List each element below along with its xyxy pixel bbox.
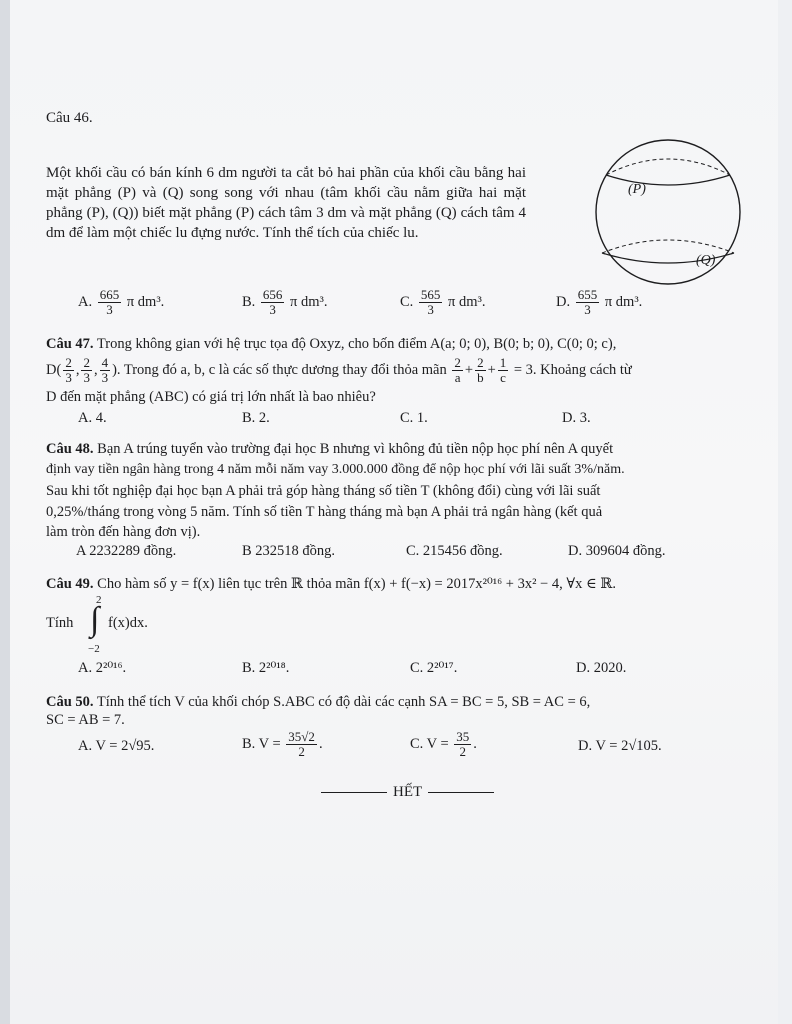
q48-line5: làm tròn đến hàng đơn vị). [46, 524, 201, 540]
q50-option-b[interactable]: B. V = $\frac{35√2}{2}$ . [242, 729, 323, 759]
divider-right [428, 792, 494, 793]
q50-option-d[interactable]: D. V = 2√105. [578, 738, 662, 754]
end-text: HẾT [393, 784, 423, 800]
q46-label: Câu 46. [46, 110, 93, 126]
fraction: $\frac{655}{3}$ [577, 287, 598, 317]
q49-option-c[interactable]: C. 2²⁰¹⁷. [410, 660, 458, 676]
q50-line2: SC = AB = 7. [46, 712, 125, 728]
option-letter: D. [556, 293, 571, 310]
sphere-figure [588, 135, 748, 285]
q49-line1: Câu 49. Cho hàm số y = f(x) liên tục trên ℝ thỏa mãn f(x) + f(−x) = 2017x²⁰¹⁶ + 3x² − 4, ∀x ∈ ℝ. [46, 576, 617, 592]
option-letter: B. [242, 293, 256, 310]
integral-lower-limit: −2 [88, 643, 100, 655]
q48-line3: Sau khi tốt nghiệp đại học bạn A phải trả góp hàng tháng số tiền T (không đổi) cùng với lãi suất [46, 483, 601, 499]
option-unit: π dm³. [604, 293, 643, 310]
q47-label: Câu 47. [46, 336, 94, 352]
option-unit: π dm³. [290, 293, 328, 310]
q46-option-b[interactable] [242, 288, 328, 317]
fraction: $\frac{665}{3}$ [99, 287, 120, 317]
q48-line1: Câu 48. Bạn A trúng tuyển vào trường đại học B nhưng vì không đủ tiền nộp học phí nên A quyết [46, 441, 614, 457]
option-letter: A. [78, 293, 93, 310]
q49-integrand: f(x)dx. [108, 615, 148, 631]
integral-upper-limit: 2 [96, 594, 102, 606]
q47-option-c[interactable]: C. 1. [400, 410, 428, 426]
q47-option-a[interactable]: A. 4. [78, 410, 107, 426]
q49-option-b[interactable]: B. 2²⁰¹⁸. [242, 660, 290, 676]
q48-option-b[interactable]: B 232518 đồng. [242, 543, 336, 559]
q47-line1: Câu 47. Trong không gian với hệ trục tọa độ Oxyz, cho bốn điểm A(a; 0; 0), B(0; b; 0), C(0; 0; c), [46, 336, 617, 352]
q49-option-d[interactable]: D. 2020. [576, 660, 627, 676]
q48-option-a[interactable]: A 2232289 đồng. [76, 543, 177, 559]
label-q: (Q) [696, 253, 716, 268]
q50-label: Câu 50. [46, 694, 94, 710]
page-edge-shadow [0, 0, 10, 1024]
fraction: $\frac{565}{3}$ [420, 287, 441, 317]
q49-label: Câu 49. [46, 576, 94, 592]
option-unit: π dm³. [126, 293, 165, 310]
q46-option-c[interactable] [400, 288, 486, 317]
q48-label: Câu 48. [46, 441, 94, 457]
q48-line2: định vay tiền ngân hàng trong 4 năm mỗi năm vay 3.000.000 đồng để nộp học phí với lãi suất 3%/năm. [46, 462, 625, 477]
label-p: (P) [628, 182, 646, 197]
q49-tinh: Tính [46, 615, 74, 631]
q46-option-d[interactable] [556, 288, 642, 317]
q50-line1: Câu 50. Tính thể tích V của khối chóp S.ABC có độ dài các cạnh SA = BC = 5, SB = AC = 6, [46, 694, 591, 710]
q47-option-d[interactable]: D. 3. [562, 410, 591, 426]
integral-sign: ∫ [90, 601, 100, 638]
q48-option-d[interactable]: D. 309604 đồng. [568, 543, 666, 559]
q46-option-a[interactable] [78, 288, 164, 317]
q48-option-c[interactable]: C. 215456 đồng. [406, 543, 503, 559]
q50-option-c[interactable]: C. V = $\frac{35}{2}$ . [410, 729, 477, 759]
q48-line4: 0,25%/tháng trong vòng 5 năm. Tính số tiền T hàng tháng mà bạn A phải trả ngân hàng (kết quả [46, 504, 603, 520]
exam-page [10, 0, 778, 1024]
end-marker [315, 784, 500, 801]
fraction: $\frac{656}{3}$ [262, 287, 283, 317]
q49-option-a[interactable]: A. 2²⁰¹⁶. [78, 660, 127, 676]
q46-text: Một khối cầu có bán kính 6 dm người ta cắt bỏ hai phần của khối cầu bằng hai mặt phẳng (P) và (Q) song song với nhau (tâm khối cầu nằm giữa hai mặt phẳng (P), (Q)) biết mặt phẳng (P) cách tâm 3 dm và mặt phẳng (Q) cách tâm 4 dm để làm một chiếc lu đựng nước. Tính thể tích của chiếc lu. [46, 165, 526, 241]
divider-left [321, 792, 387, 793]
option-unit: π dm³. [448, 293, 486, 310]
option-letter: C. [400, 293, 414, 310]
q47-line2: D( $\frac{2}{3}$ , $\frac{2}{3}$ , $\frac{4}{3}$ ). Trong đó a, b, c là các số thực dương thay đổi thỏa mãn $\frac{2}{a}$ + $\frac{2}{b}$ + $\frac{1}{c}$ = 3. Khoảng cách từ [46, 355, 632, 385]
q47-line3: D đến mặt phẳng (ABC) có giá trị lớn nhất là bao nhiêu? [46, 389, 376, 405]
q50-option-a[interactable]: A. V = 2√95. [78, 738, 155, 754]
q47-option-b[interactable]: B. 2. [242, 410, 270, 426]
